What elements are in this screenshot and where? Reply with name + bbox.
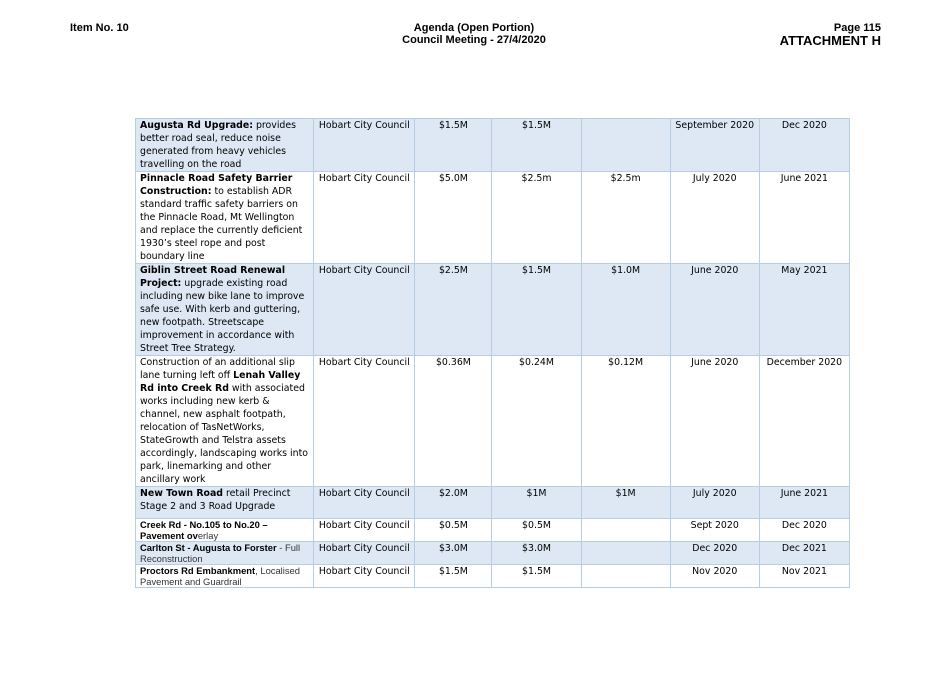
- project-description: [136, 356, 314, 487]
- organisation-cell: Hobart City Council: [314, 172, 415, 264]
- start-date-cell: Dec 2020: [670, 542, 759, 565]
- total-cost-cell: $0.5M: [415, 519, 492, 542]
- total-cost-cell: $2.5M: [415, 264, 492, 356]
- project-detail: with associated works including new kerb & channel, new asphalt footpath, relocation of TasNetWorks, StateGrowth and Telstra assets accordingly, landscaping works into park, linemarking and other ancillary work: [140, 383, 309, 485]
- year2-funding-cell: $1M: [581, 487, 670, 519]
- project-name: Lenah Valley Rd into Creek Rd: [140, 370, 301, 394]
- project-detail: upgrade existing road including new bike lane to improve safe use. With kerb and guttering, new footpath. Streetscape improvement in accordance with Street Tree Strategy.: [140, 278, 305, 354]
- total-cost-cell: $5.0M: [415, 172, 492, 264]
- projects-table: [135, 118, 850, 588]
- year1-funding-cell: $1M: [492, 487, 581, 519]
- total-cost-cell: $1.5M: [415, 565, 492, 588]
- project-description: [136, 172, 314, 264]
- start-date-cell: June 2020: [670, 356, 759, 487]
- project-name: Creek Rd - No.105 to No.20 – Pavement ov: [140, 519, 268, 541]
- project-name: Carlton St - Augusta to Forster: [140, 542, 277, 553]
- project-name: New Town Road: [140, 488, 224, 499]
- attachment-label: ATTACHMENT H: [779, 33, 881, 48]
- table-row: [136, 519, 850, 542]
- end-date-cell: June 2021: [759, 172, 849, 264]
- end-date-cell: June 2021: [759, 487, 849, 519]
- project-description: [136, 264, 314, 356]
- project-name: Augusta Rd Upgrade:: [140, 120, 253, 131]
- project-description: [136, 487, 314, 519]
- meeting-date: Council Meeting - 27/4/2020: [402, 34, 546, 46]
- end-date-cell: May 2021: [759, 264, 849, 356]
- year1-funding-cell: $2.5m: [492, 172, 581, 264]
- item-number: Item No. 10: [70, 22, 129, 34]
- table-row: [136, 119, 850, 172]
- end-date-cell: Nov 2021: [759, 565, 849, 588]
- agenda-title: Agenda (Open Portion): [413, 22, 535, 34]
- end-date-cell: Dec 2020: [759, 119, 849, 172]
- organisation-cell: Hobart City Council: [314, 565, 415, 588]
- year1-funding-cell: $1.5M: [492, 565, 581, 588]
- organisation-cell: Hobart City Council: [314, 119, 415, 172]
- table-row: [136, 356, 850, 487]
- year1-funding-cell: $3.0M: [492, 542, 581, 565]
- year1-funding-cell: $1.5M: [492, 119, 581, 172]
- organisation-cell: Hobart City Council: [314, 487, 415, 519]
- project-description: [136, 565, 314, 588]
- table-row: [136, 542, 850, 565]
- start-date-cell: June 2020: [670, 264, 759, 356]
- project-description: [136, 519, 314, 542]
- table-row: [136, 264, 850, 356]
- start-date-cell: September 2020: [670, 119, 759, 172]
- total-cost-cell: $0.36M: [415, 356, 492, 487]
- table-row: [136, 565, 850, 588]
- project-detail: to establish ADR standard traffic safety barriers on the Pinnacle Road, Mt Wellington and replace the currently deficient 1930’s steel rope and post boundary line: [140, 186, 303, 262]
- end-date-cell: Dec 2021: [759, 542, 849, 565]
- year2-funding-cell: [581, 519, 670, 542]
- project-description: [136, 119, 314, 172]
- organisation-cell: Hobart City Council: [314, 542, 415, 565]
- project-detail: erlay: [197, 530, 219, 541]
- start-date-cell: Nov 2020: [670, 565, 759, 588]
- page-number: Page 115: [833, 22, 881, 34]
- project-description: [136, 542, 314, 565]
- start-date-cell: July 2020: [670, 172, 759, 264]
- year2-funding-cell: [581, 565, 670, 588]
- year2-funding-cell: $0.12M: [581, 356, 670, 487]
- project-name: Proctors Rd Embankment: [140, 565, 256, 576]
- year2-funding-cell: $2.5m: [581, 172, 670, 264]
- total-cost-cell: $2.0M: [415, 487, 492, 519]
- table-row: [136, 172, 850, 264]
- total-cost-cell: $3.0M: [415, 542, 492, 565]
- table-row: [136, 487, 850, 519]
- project-name: Pinnacle Road Safety Barrier Construction:: [140, 173, 293, 197]
- project-detail-prefix: Construction of an additional slip lane turning left off: [140, 357, 295, 381]
- organisation-cell: Hobart City Council: [314, 264, 415, 356]
- year2-funding-cell: [581, 542, 670, 565]
- page-info: [780, 22, 881, 48]
- year2-funding-cell: $1.0M: [581, 264, 670, 356]
- project-name: Giblin Street Road Renewal Project:: [140, 265, 286, 289]
- total-cost-cell: $1.5M: [415, 119, 492, 172]
- agenda-heading: [326, 22, 622, 46]
- end-date-cell: Dec 2020: [759, 519, 849, 542]
- project-detail: retail Precinct Stage 2 and 3 Road Upgrade: [140, 488, 291, 512]
- start-date-cell: Sept 2020: [670, 519, 759, 542]
- year2-funding-cell: [581, 119, 670, 172]
- project-detail: - Full Reconstruction: [140, 542, 301, 564]
- year1-funding-cell: $1.5M: [492, 264, 581, 356]
- year1-funding-cell: $0.24M: [492, 356, 581, 487]
- organisation-cell: Hobart City Council: [314, 356, 415, 487]
- project-detail: provides better road seal, reduce noise generated from heavy vehicles travelling on the road: [140, 120, 297, 170]
- start-date-cell: July 2020: [670, 487, 759, 519]
- project-detail: , Localised Pavement and Guardrail: [140, 565, 300, 587]
- end-date-cell: December 2020: [759, 356, 849, 487]
- organisation-cell: Hobart City Council: [314, 519, 415, 542]
- year1-funding-cell: $0.5M: [492, 519, 581, 542]
